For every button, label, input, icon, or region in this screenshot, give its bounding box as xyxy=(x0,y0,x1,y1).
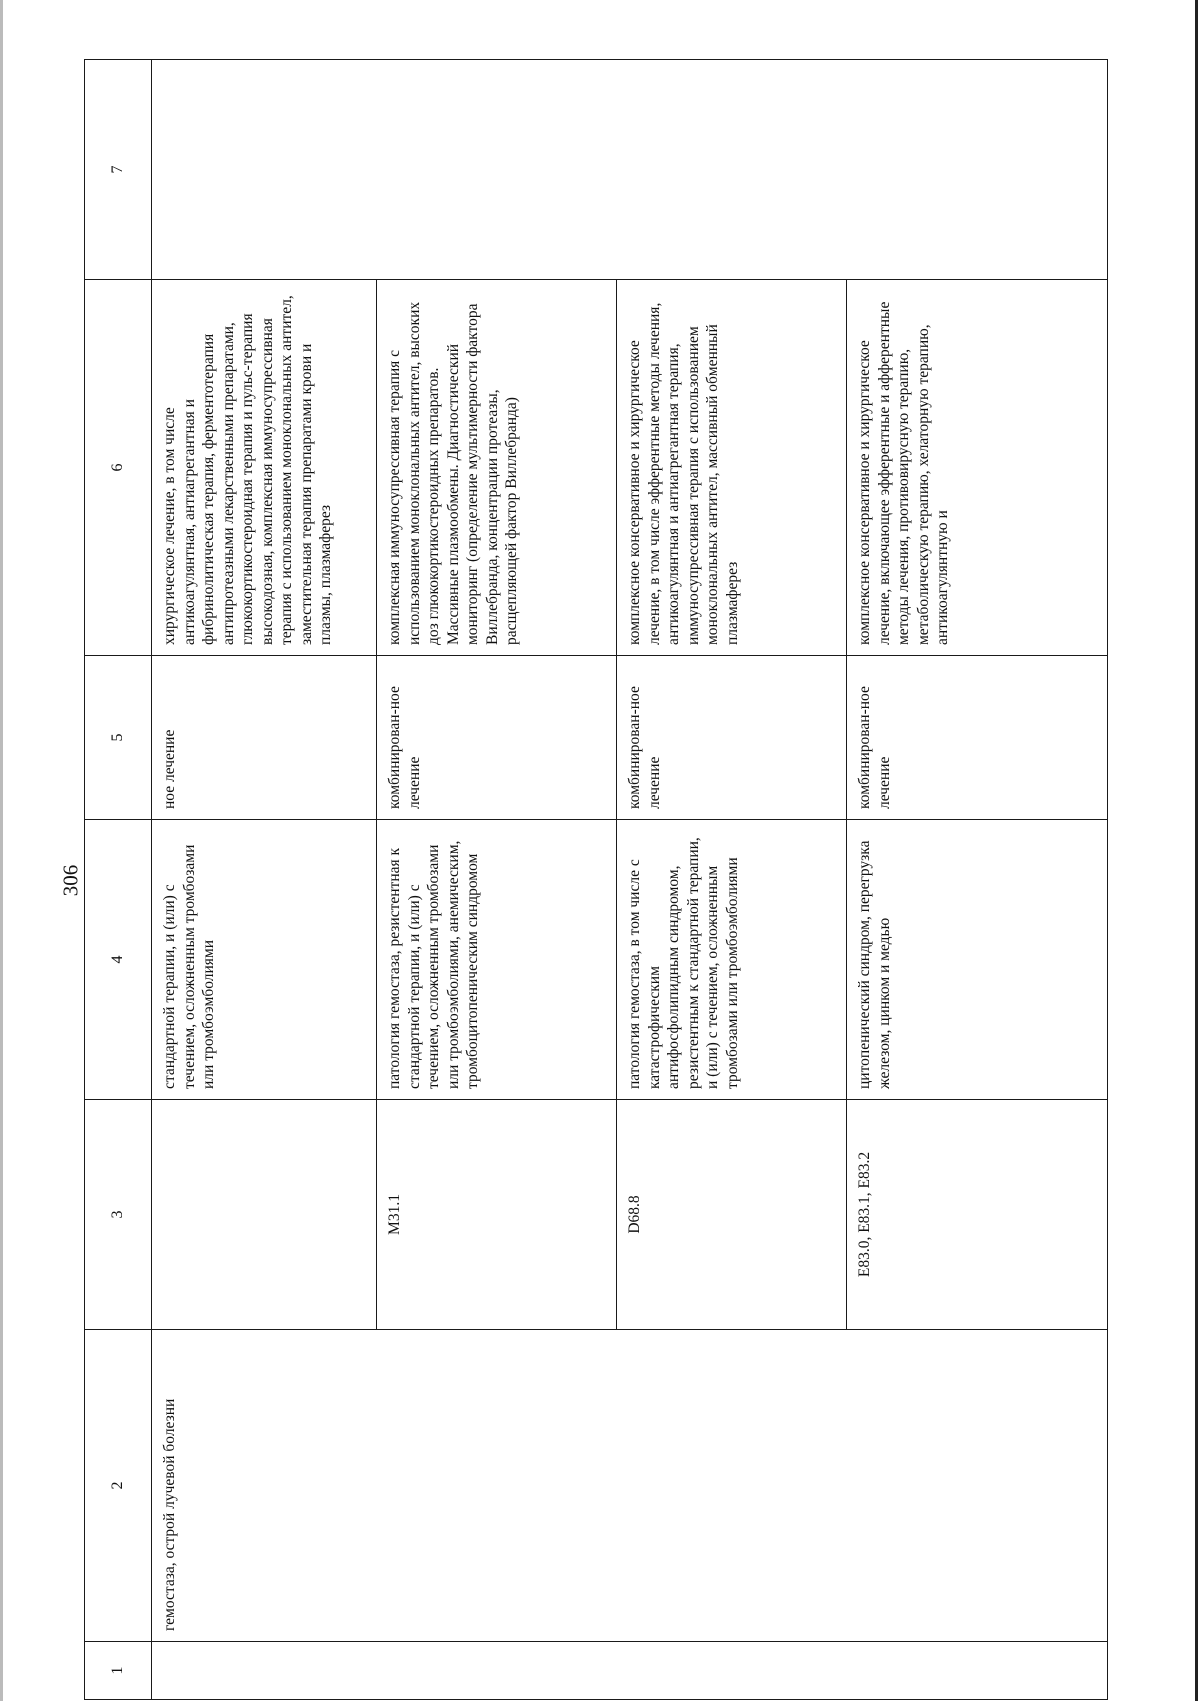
model-cell: стандартной терапии, и (или) с течением, осложненным тромбозами или тромбоэмболиями xyxy=(152,820,377,1100)
rotated-table-container xyxy=(84,60,1108,1700)
method-cell: хирургическое лечение, в том числе антикоагулянтная, антиагрегантная и фибринолитическая терапия, ферментотерапия антипротеазными лекарственными препаратами, глюкокортикостероидная терапия и пульс-терапия высокодозная, комплексная иммуносупрессивная терапия с использованием моноклональных антител, заместительная терапия препаратами крови и плазмы, плазмаферез xyxy=(152,280,377,656)
code-cell: D68.8 xyxy=(617,1100,847,1330)
page-number: 306 xyxy=(58,864,83,897)
header-col-2: 2 xyxy=(85,1330,152,1642)
treatment-type-cell: комбинирован-ное лечение xyxy=(847,656,1108,820)
scan-left-edge xyxy=(0,0,3,1701)
header-col-4: 4 xyxy=(85,820,152,1100)
method-cell: комплексное консервативное и хирургическое лечение, в том числе эфферентные методы лечения, антикоагулянтная и антиагрегантная терапия, иммуносупрессивная терапия с использованием моноклональных антител, массивный обменный плазмаферез xyxy=(617,280,847,656)
profile-cell: гемостаза, острой лучевой болезни xyxy=(152,1330,1108,1642)
row-number-cell xyxy=(152,1642,1108,1700)
method-cell: комплексная иммуносупрессивная терапия с использованием моноклональных антител, высоких доз глюкокортикостероидных препаратов. Массивные плазмообмены. Диагностический мониторинг (определение мультимерности фактора Виллебранда, концентрации протеазы, расщепляющей фактор Виллебранда) xyxy=(377,280,617,656)
table-row xyxy=(152,60,377,1700)
header-col-1: 1 xyxy=(85,1642,152,1700)
method-cell: комплексное консервативное и хирургическое лечение, включающее эфферентные и афферентные методы лечения, противовирусную терапию, метаболическую терапию, хелаторную терапию, антикоагулянтную и xyxy=(847,280,1108,656)
treatment-table xyxy=(84,59,1108,1700)
header-col-3: 3 xyxy=(85,1100,152,1330)
header-col-5: 5 xyxy=(85,656,152,820)
treatment-type-cell: ное лечение xyxy=(152,656,377,820)
header-row xyxy=(85,60,152,1700)
model-cell: цитопенический синдром, перегрузка железом, цинком и медью xyxy=(847,820,1108,1100)
code-cell: E83.0, E83.1, E83.2 xyxy=(847,1100,1108,1330)
code-cell: M31.1 xyxy=(377,1100,617,1330)
treatment-type-cell: комбинирован-ное лечение xyxy=(617,656,847,820)
code-cell xyxy=(152,1100,377,1330)
treatment-type-cell: комбинирован-ное лечение xyxy=(377,656,617,820)
scan-right-edge xyxy=(1195,0,1198,1701)
model-cell: патология гемостаза, в том числе с катастрофическим антифосфолипидным синдромом, резистентным к стандартной терапии, и (или) с течением, осложненным тромбозами или тромбоэмболиями xyxy=(617,820,847,1100)
header-col-6: 6 xyxy=(85,280,152,656)
model-cell: патология гемостаза, резистентная к стандартной терапии, и (или) с течением, осложненным тромбозами или тромбоэмболиями, анемическим, тромбоцитопеническим синдромом xyxy=(377,820,617,1100)
cost-cell xyxy=(152,60,1108,280)
header-col-7: 7 xyxy=(85,60,152,280)
